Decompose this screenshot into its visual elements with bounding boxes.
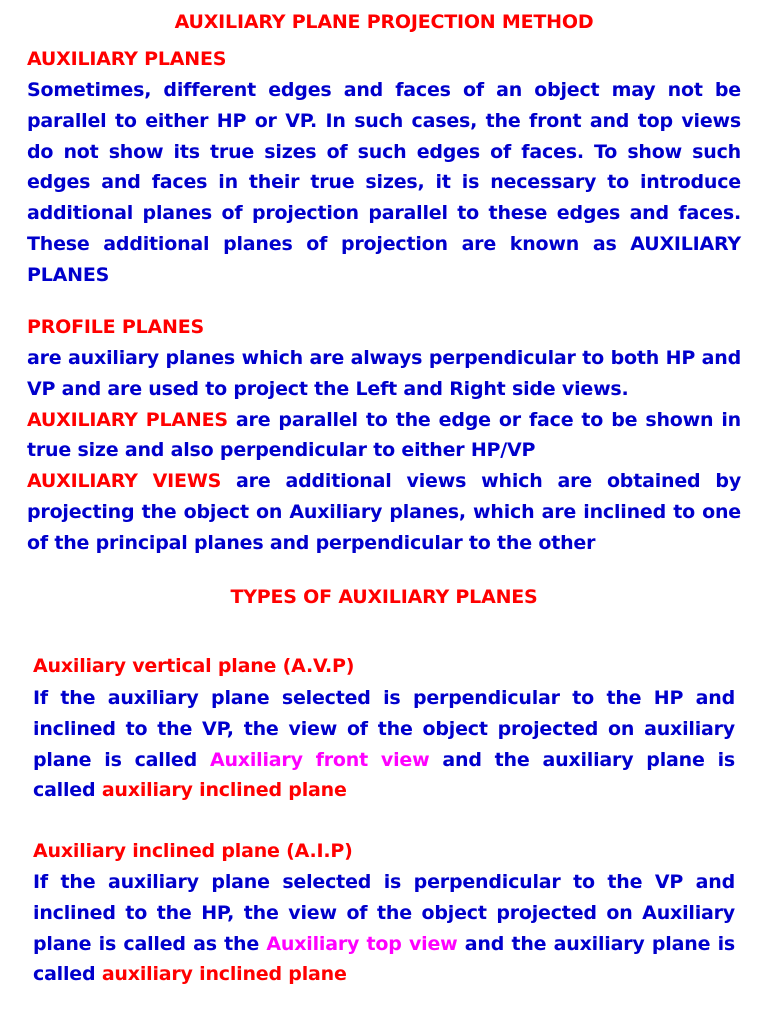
- aip-highlight: Auxiliary top view: [266, 932, 458, 955]
- aip-term: auxiliary inclined plane: [101, 963, 347, 986]
- auxiliary-planes-heading: AUXILIARY PLANES: [27, 48, 227, 70]
- aip-heading: Auxiliary inclined plane (A.I.P): [33, 840, 353, 862]
- aip-text-2: and the auxiliary plane is called: [33, 932, 735, 986]
- auxiliary-views-definition: are additional views which are obtained by projecting the object on Auxiliary planes, which are inclined to one of the principal planes and perpendicular to the other: [27, 470, 742, 554]
- auxiliary-planes-term: AUXILIARY PLANES: [27, 408, 228, 431]
- aip-body: [33, 867, 735, 990]
- avp-highlight: Auxiliary front view: [209, 748, 430, 771]
- avp-heading: Auxiliary vertical plane (A.V.P): [33, 655, 355, 677]
- page-title: AUXILIARY PLANE PROJECTION METHOD: [174, 11, 594, 33]
- avp-term: auxiliary inclined plane: [101, 779, 347, 802]
- types-heading: TYPES OF AUXILIARY PLANES: [230, 586, 538, 608]
- auxiliary-planes-body: Sometimes, different edges and faces of an object may not be parallel to either HP or VP. In such cases, the front and top views do not show its true sizes of such edges of faces. To show such edges and faces in their true sizes, it is necessary to introduce additional planes of projection parallel to these edges and faces. These additional planes of projection are known as AUXILIARY PLANES: [27, 79, 741, 286]
- avp-text-1: If the auxiliary plane selected is perpendicular to the HP and inclined to the VP, the view of the object projected on auxiliary plane is called: [33, 687, 735, 771]
- auxiliary-views-term: AUXILIARY VIEWS: [27, 470, 222, 493]
- profile-planes-body: are auxiliary planes which are always perpendicular to both HP and VP and are used to project the Left and Right side views.: [27, 347, 741, 400]
- profile-planes-section: [27, 343, 741, 559]
- auxiliary-planes-definition: are parallel to the edge or face to be shown in true size and also perpendicular to either HP/VP: [27, 408, 742, 462]
- aip-text-1: If the auxiliary plane selected is perpendicular to the VP and inclined to the HP, the view of the object projected on Auxiliary plane is called as the: [33, 871, 735, 955]
- profile-planes-heading: PROFILE PLANES: [27, 316, 204, 338]
- avp-body: [33, 683, 735, 806]
- avp-text-2: and the auxiliary plane is called: [33, 748, 736, 802]
